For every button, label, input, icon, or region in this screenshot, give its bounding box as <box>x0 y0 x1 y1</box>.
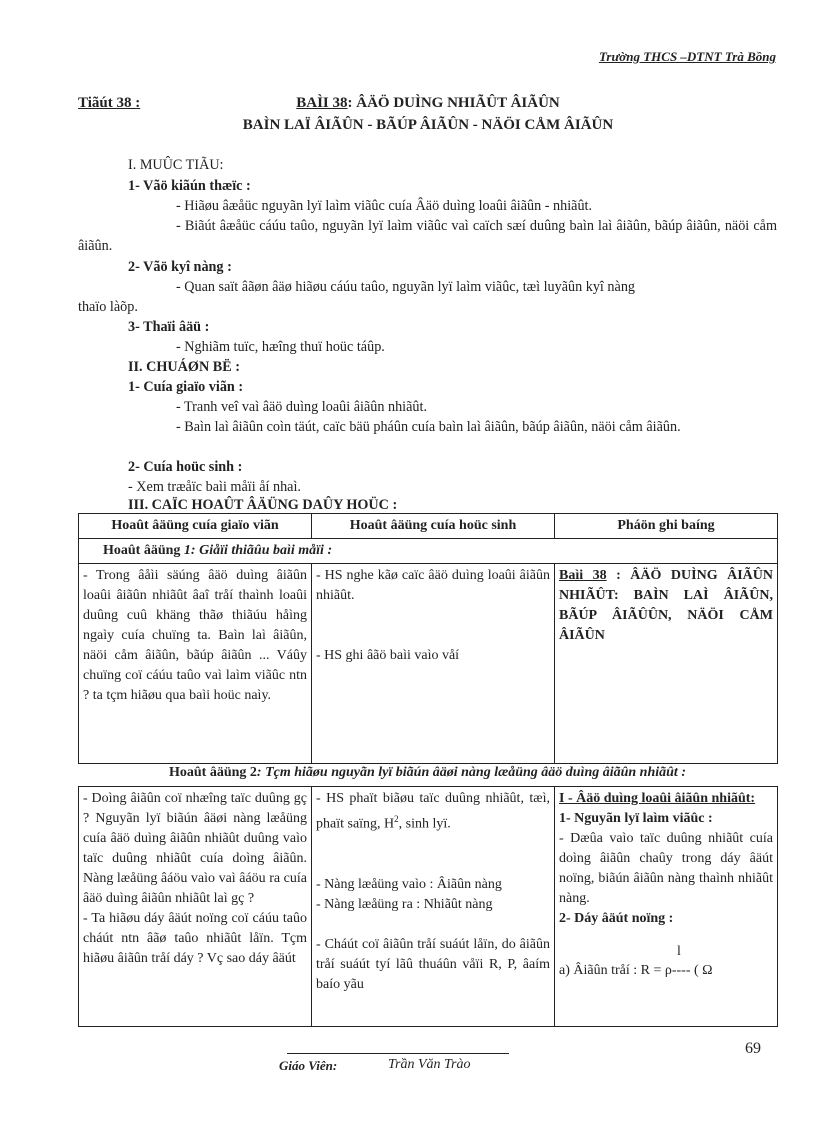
student-prep-item-1: - Xem træåïc baìi måïi åí nhaì. <box>128 479 301 495</box>
row2-teacher-1: - Doìng âiãûn coï nhæîng taïc duûng gç ? Nguyãn lyï biãún âäøi nàng læåüng cuía âäö duìng âiãûn nhiãût duûng vaìo taïc duûng nhiãût cuía doìng âiãûn. Nàng læåüng âáöu vaìo vaì âáöu ra cuía âäö duìng âiãûn nhiãût laì gç ? <box>83 791 307 906</box>
row1-student-2: - HS ghi âãö baìi vaìo våí <box>316 648 460 663</box>
col-header-student: Hoaût âäüng cuía hoüc sinh <box>312 514 555 539</box>
page-number: 69 <box>745 1040 761 1057</box>
teacher-prep-item-1: - Tranh veî vaì âäö duìng loaûi âiãûn nhiãût. <box>176 399 427 415</box>
attitude-heading: 3- Thaïi âäü : <box>128 319 210 335</box>
teacher-prep-heading: 1- Cuía giaïo viãn : <box>128 379 244 395</box>
footer-rule <box>287 1053 509 1054</box>
row2-teacher-2: - Ta hiãøu dáy âäút noïng coï cáúu taûo cháút ntn âãø taûo nhiãût låïn. Tçm hiãøu âiãûn tråí dáy ? Vç sao dáy âäút <box>83 911 307 966</box>
activity1-label: Hoaût âäüng <box>103 543 184 558</box>
table-header-row <box>79 514 778 539</box>
skill-heading: 2- Vãö kyî nàng : <box>128 259 232 275</box>
lesson-number-suffix: : <box>131 95 141 111</box>
lesson-title-prefix: BAÌI 38 <box>296 95 348 111</box>
teacher-prep-item-2: - Baìn laì âiãûn coìn täút, caïc bäü pháûn cuía baìn laì âiãûn, bãúp âiãûn, näöi cåm âiãûn. <box>176 419 681 435</box>
knowledge-heading: 1- Vãö kiãún thæïc : <box>128 178 251 194</box>
row2-board-sub1: 1- Nguyãn lyï laìm viãûc : <box>559 811 713 826</box>
skill-item-1-cont: thaïo làõp. <box>78 299 138 315</box>
school-header: Trường THCS –DTNT Trà Bồng <box>598 49 776 64</box>
row1-teacher: - Trong âåìi säúng âäö duìng âiãûn loaûi âiãûn nhiãût âaî tråí thaình loaûi duûng cuû khäng thãø thiãúu håìng ngaìy cuía chuïng ta. Baìn laì âiãûn, näöi cåm âiãûn, bãúp âiãûn ... Váûy chuïng coï cáúu taûo vaì laìm viãûc ntn ? ta tçm hiãøu qua baìi hoüc naìy. <box>79 564 312 764</box>
row1-board-prefix: Baìi 38 <box>559 568 607 583</box>
col-header-board: Pháön ghi baíng <box>555 514 778 539</box>
row1-student-1: - HS nghe kãø caïc âäö duìng loaûi âiãûn nhiãût. <box>316 568 550 603</box>
row2-student-4: - Cháút coï âiãûn tråí suáút låïn, do âiãûn tråí suáút tyí lãû thuáûn våïi R, P, âaím baío yãu <box>316 936 550 992</box>
row1-board-rest: : ÂÄÖ DUÌNG ÂIÃÛN NHIÃÛT: BAÌN LAÌ ÂIÃÛN, BÃÚP ÂIÃÛÛN, NÄÖI CÅM ÂIÃÛN <box>559 568 773 643</box>
activities-table-cont <box>78 786 778 1027</box>
skill-item-1: - Quan saït âãøn âäø hiãøu cáúu taûo, nguyãn lyï laìm viãûc, tæì luyãûn kyî nàng <box>176 279 636 295</box>
row2-student-1-end: , sinh lyï. <box>398 816 451 832</box>
attitude-item-1: - Nghiãm tuïc, hæîng thuï hoüc táûp. <box>176 339 385 355</box>
activity2-label: Hoaût âäüng 2 <box>169 765 257 780</box>
activity1-heading <box>79 539 778 564</box>
knowledge-item-1: - Hiãøu âæåüc nguyãn lyï laìm viãûc cuía Âäö duìng loaûi âiãûn - nhiãût. <box>176 198 593 214</box>
lesson-title-rest: : ÂÄÖ DUÌNG NHIÃÛT ÂIÃÛN <box>347 95 560 111</box>
row2-board-text1: - Dæûa vaìo taïc duûng nhiãût cuía doìng âiãûn chaûy trong dáy âäút noïng, biãún âiãûn nàng thaình nhiãût nàng. <box>559 831 773 906</box>
lesson-subtitle: BAÌN LAÏ ÂIÃÛN - BÃÚP ÂIÃÛN - NÄÖI CÅM ÂIÃÛN <box>242 117 614 133</box>
activity1-row <box>79 539 778 564</box>
row1-board <box>555 564 778 764</box>
row2-student-1-text: - HS phaït biãøu taïc duûng nhiãût, tæì, phaït saïng, H <box>316 791 550 832</box>
table-row <box>79 564 778 764</box>
table-row <box>79 787 778 1027</box>
activities-table <box>78 513 778 764</box>
row2-board-sub2: 2- Dáy âäút noïng : <box>559 911 674 926</box>
student-prep-heading: 2- Cuía hoüc sinh : <box>128 459 243 475</box>
col-header-teacher: Hoaût âäüng cuía giaïo viãn <box>79 514 312 539</box>
teacher-label: Giáo Viên: <box>279 1058 338 1073</box>
row2-teacher <box>79 787 312 1027</box>
knowledge-item-2: - Biãút âæåüc cáúu taûo, nguyãn lyï laìm viãûc vaì caïch sæí duûng baìn laì âiãûn, bãúp âiãûn, näöi cåm âiãûn. <box>78 218 777 254</box>
lesson-title <box>0 95 816 112</box>
row2-student-2: - Nàng læåüng vaìo : Âiãûn nàng <box>316 876 502 892</box>
row2-board <box>555 787 778 1027</box>
activity2-title: : Tçm hiãøu nguyãn lyï biãún âäøi nàng læåüng âäö duìng âiãûn nhiãût : <box>256 765 686 780</box>
row1-student <box>312 564 555 764</box>
row2-student-3: - Nàng læåüng ra : Nhiãût nàng <box>316 896 493 912</box>
row2-board-heading: I - Âäö duìng loaûi âiãûn nhiãût: <box>559 791 756 806</box>
teacher-signature: Trần Văn Trào <box>388 1057 471 1072</box>
lesson-number-label: Tiãút 38 <box>78 95 132 111</box>
row2-board-frac-top: l <box>677 944 681 959</box>
activities-heading: III. CAÏC HOAÛT ÂÄÜNG DAÛY HOÜC : <box>128 497 398 513</box>
activity2-heading <box>78 765 777 781</box>
row2-student-1-sup: 2 <box>394 814 399 824</box>
objectives-heading: I. MUÛC TIÃU: <box>128 157 224 173</box>
row2-student <box>312 787 555 1027</box>
preparation-heading: II. CHUÁØN BË : <box>128 359 240 375</box>
row2-student-1 <box>316 789 550 835</box>
activity1-title: 1: Giåïi thiãûu baìi måïi : <box>183 543 333 558</box>
row2-board-formula: a) Âiãûn tråí : R = ρ---- ( Ω <box>559 963 713 978</box>
